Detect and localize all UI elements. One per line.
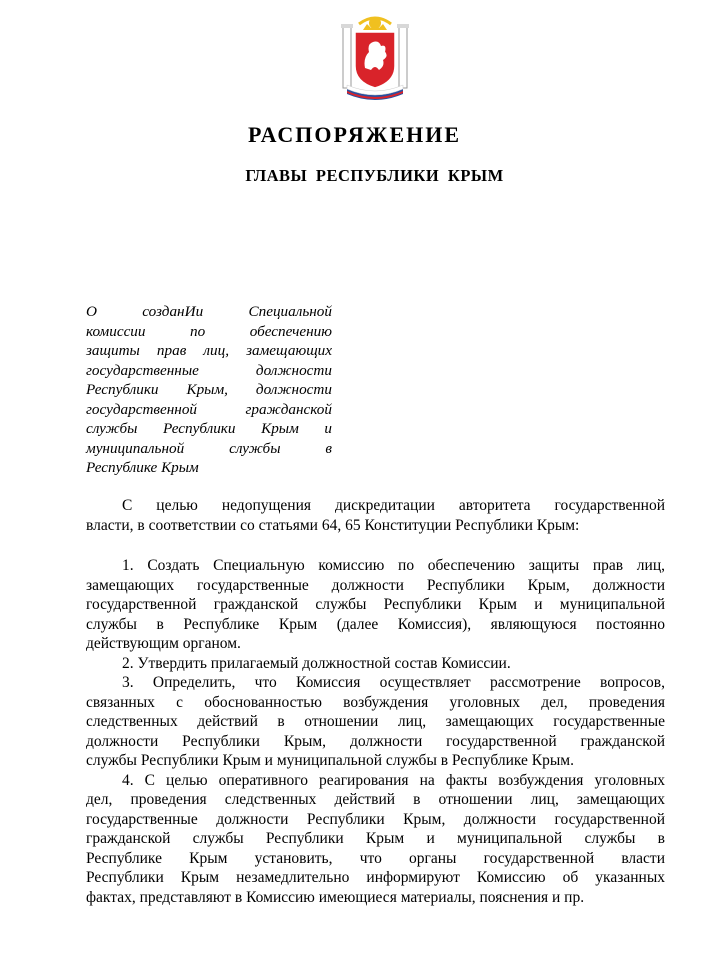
item-4-line: государственные должности Республики Крым, должности государственной <box>86 810 665 828</box>
preamble-line: С целью недопущения дискредитации авторитета государственной <box>122 497 665 514</box>
order-items <box>86 556 665 907</box>
item-3-line: службы Республики Крым и муниципальной службы в Республике Крым. <box>86 752 574 769</box>
subject-line: службы Республики Крым и <box>86 420 332 437</box>
subject-line: Республики Крым, должности <box>86 381 332 398</box>
subject-line: муниципальной службы в <box>86 439 332 457</box>
subject-line: защиты прав лиц, замещающих <box>86 342 332 359</box>
subject-line: государственной гражданской <box>86 400 332 418</box>
item-3-line: должности Республики Крым, должности государственной гражданской <box>86 732 665 750</box>
item-1-line: 1. Создать Специальную комиссию по обеспечению защиты прав лиц, <box>122 557 665 574</box>
preamble-line: власти, в соответствии со статьями 64, 65 Конституции Республики Крым: <box>86 516 580 534</box>
item-1-line: службы в Республике Крым (далее Комиссия), являющуюся постоянно <box>86 615 665 633</box>
item-4-line: дел, проведения следственных действий в отношении лиц, замещающих <box>86 791 665 808</box>
item-4-line: Республики Крым незамедлительно информируют Комиссию об указанных <box>86 869 665 886</box>
item-1-line: действующим органом. <box>86 635 241 652</box>
item-4-line: фактах, представляют в Комиссию имеющиеся материалы, пояснения и пр. <box>86 888 585 906</box>
item-4-line: гражданской службы Республики Крым и муниципальной службы в <box>86 830 665 847</box>
subject-line: государственные должности <box>86 361 332 379</box>
item-3-line: 3. Определить, что Комиссия осуществляет рассмотрение вопросов, <box>122 674 665 691</box>
preamble-paragraph <box>86 496 665 535</box>
subject-line: О созданИи Специальной <box>86 303 332 320</box>
document-subject <box>86 302 332 478</box>
item-1-line: государственной гражданской службы Республики Крым и муниципальной <box>86 596 665 613</box>
crimea-coat-of-arms-icon <box>339 14 411 100</box>
item-4-line: 4. С целью оперативного реагирования на факты возбуждения уголовных <box>122 771 665 789</box>
item-3-line: связанных с обоснованностью возбуждения уголовных дел, проведения <box>86 693 665 711</box>
item-2-line: 2. Утвердить прилагаемый должностной состав Комиссии. <box>122 654 511 672</box>
subject-line: комиссии по обеспечению <box>86 322 332 340</box>
item-4-line: Республике Крым установить, что органы государственной власти <box>86 849 665 867</box>
document-subtitle <box>0 166 709 186</box>
item-3-line: следственных действий в отношении лиц, замещающих государственные <box>86 713 665 730</box>
document-subtitle-text: ГЛАВЫ РЕСПУБЛИКИ КРЫМ <box>245 166 504 185</box>
document-title: РАСПОРЯЖЕНИЕ <box>247 122 462 147</box>
subject-line: Республике Крым <box>86 459 199 476</box>
item-1-line: замещающих государственные должности Республики Крым, должности <box>86 576 665 594</box>
